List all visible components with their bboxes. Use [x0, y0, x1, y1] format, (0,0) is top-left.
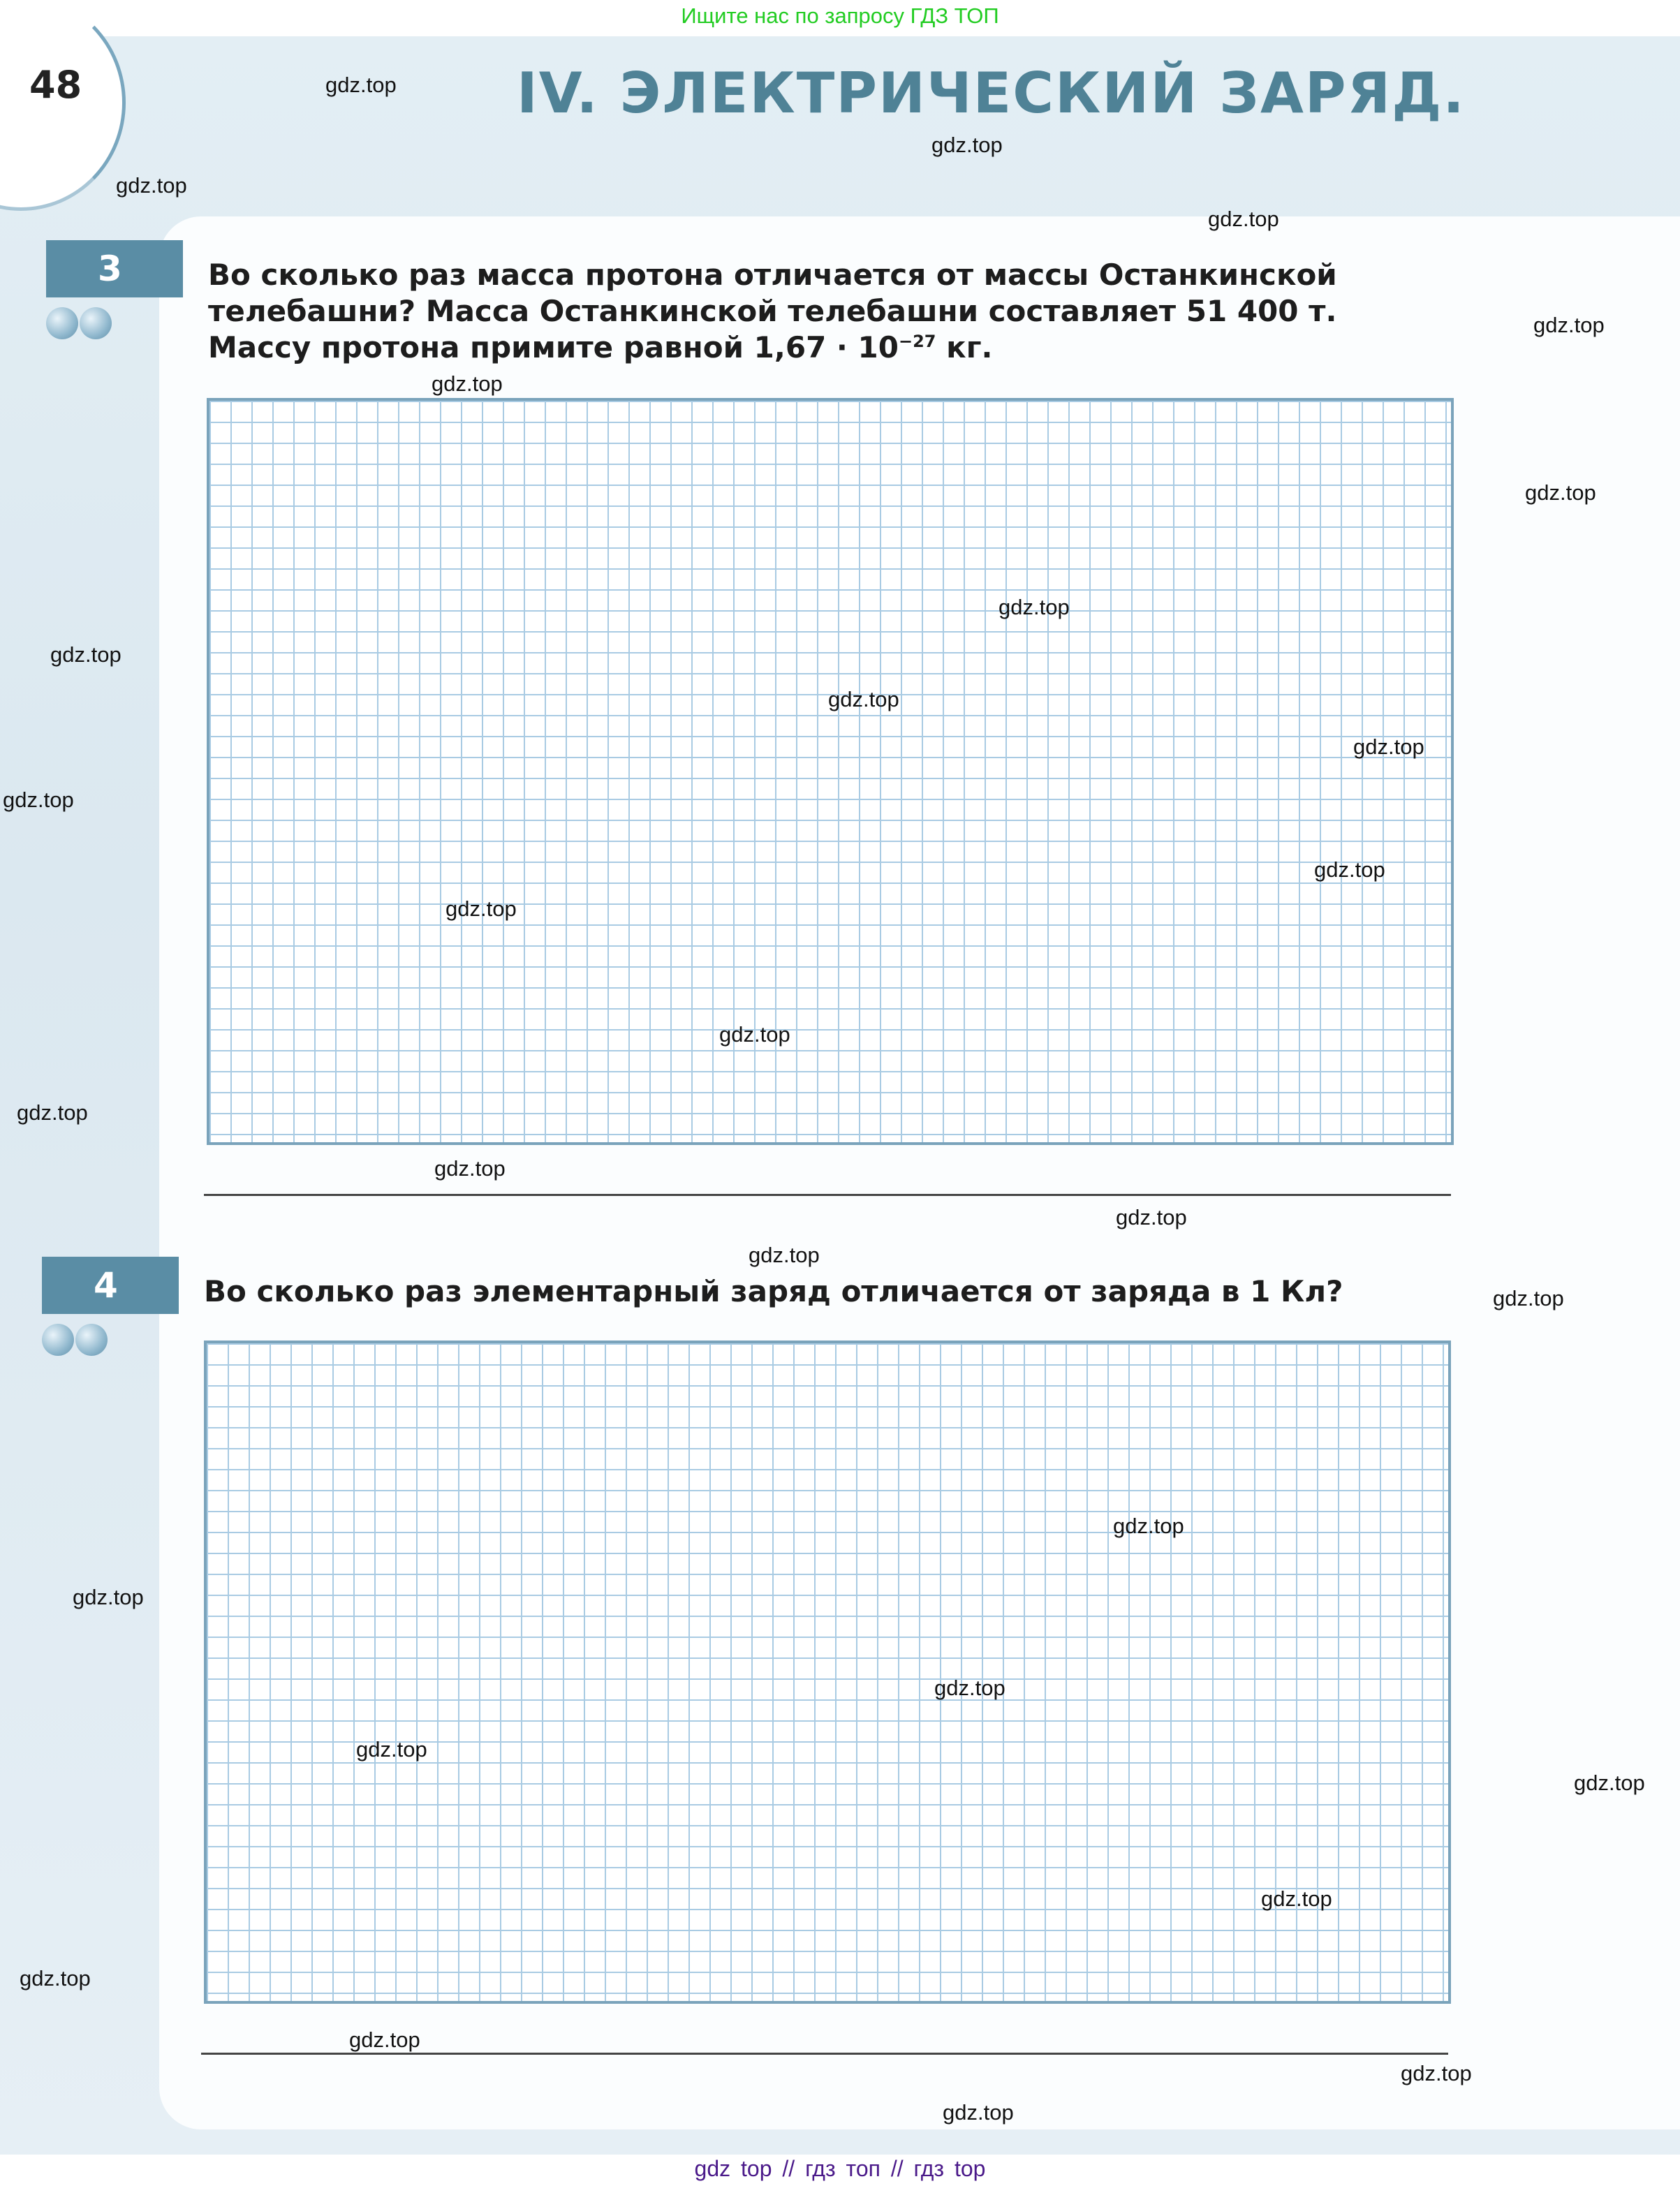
watermark: gdz.top [1116, 1205, 1187, 1229]
watermark: gdz.top [1533, 313, 1605, 337]
watermark: gdz.top [50, 642, 121, 667]
watermark: gdz.top [445, 896, 517, 921]
watermark: gdz.top [434, 1156, 506, 1181]
difficulty-ball-icon [42, 1324, 74, 1356]
question-line: телебашни? Масса Останкинской телебашни составляет 51 400 т. [208, 294, 1337, 328]
watermark: gdz.top [73, 1585, 144, 1609]
answer-line[interactable] [204, 1194, 1451, 1196]
question-line: Во сколько раз элементарный заряд отличается от заряда в 1 Кл? [204, 1274, 1343, 1308]
difficulty-indicator [46, 307, 112, 339]
task-question [204, 1273, 1343, 1310]
watermark: gdz.top [931, 133, 1003, 157]
watermark: gdz.top [349, 2028, 420, 2052]
task-number-badge: 4 [42, 1257, 179, 1314]
footer-watermark: gdz top // гдз топ // гдз top [0, 2155, 1680, 2186]
difficulty-ball-icon [80, 307, 112, 339]
watermark: gdz.top [1574, 1771, 1645, 1795]
difficulty-indicator [42, 1324, 108, 1356]
watermark: gdz.top [356, 1737, 427, 1762]
watermark: gdz.top [116, 173, 187, 198]
watermark: gdz.top [719, 1022, 790, 1047]
watermark: gdz.top [3, 788, 74, 812]
difficulty-ball-icon [75, 1324, 108, 1356]
task-number-badge: 3 [46, 240, 183, 297]
chapter-title: IV. ЭЛЕКТРИЧЕСКИЙ ЗАРЯД. [517, 61, 1466, 126]
watermark: gdz.top [432, 371, 503, 396]
workbook-page [0, 36, 1680, 2155]
task-question [208, 257, 1337, 366]
watermark: gdz.top [934, 1676, 1005, 1700]
exponent: −27 [898, 332, 936, 351]
watermark: gdz.top [1261, 1886, 1332, 1911]
watermark: gdz.top [1314, 857, 1385, 882]
search-banner: Ищите нас по запросу ГДЗ ТОП [0, 0, 1680, 36]
question-text: Массу протона примите равной 1,67 · 10 [208, 330, 899, 364]
answer-grid[interactable] [207, 398, 1454, 1145]
watermark: gdz.top [999, 595, 1070, 619]
page-number: 48 [29, 63, 82, 107]
watermark: gdz.top [1525, 480, 1596, 505]
watermark: gdz.top [1353, 734, 1424, 759]
question-text: кг. [936, 330, 993, 364]
difficulty-ball-icon [46, 307, 78, 339]
watermark: gdz.top [325, 73, 397, 97]
watermark: gdz.top [1401, 2061, 1472, 2085]
answer-line[interactable] [201, 2053, 1448, 2055]
question-line: Во сколько раз масса протона отличается от массы Останкинской [208, 258, 1337, 292]
watermark: gdz.top [828, 687, 899, 711]
watermark: gdz.top [1113, 1514, 1184, 1538]
watermark: gdz.top [20, 1966, 91, 1991]
question-line [208, 330, 1337, 366]
watermark: gdz.top [943, 2100, 1014, 2125]
watermark: gdz.top [1208, 207, 1279, 231]
watermark: gdz.top [17, 1100, 88, 1125]
watermark: gdz.top [749, 1243, 820, 1267]
watermark: gdz.top [1493, 1286, 1564, 1310]
